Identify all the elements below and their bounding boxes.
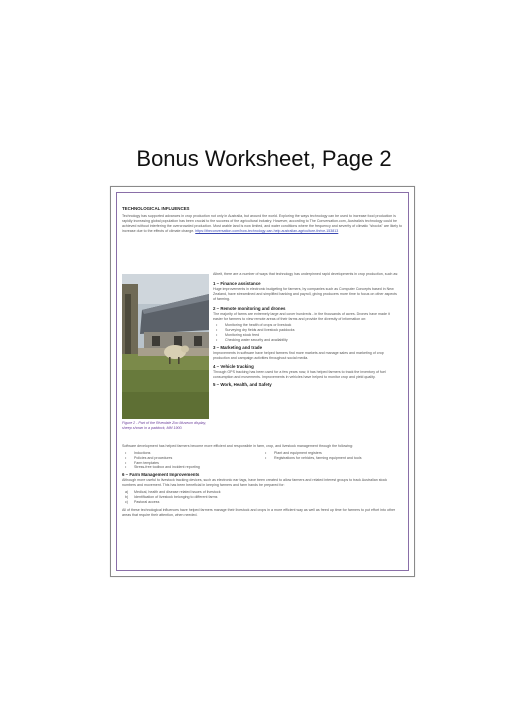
list-marker: a) [125, 489, 129, 494]
section-heading: TECHNOLOGICAL INFLUENCES [122, 206, 190, 211]
section-5-title: 5 – Work, Health, and Safety [213, 382, 272, 388]
list-item: • Monitoring stock feed [213, 333, 399, 338]
section-6-text: Although more useful to livestock tracking devices, such as electronic ear tags, have been created to allow farmers and related interest groups to track Australian stock numbers and movement. This has been beneficial in keeping farmers and farm hands be prepared for: [122, 478, 388, 487]
intro-paragraph [122, 214, 402, 234]
intro-section [122, 206, 402, 236]
list-item: • Inductions [122, 451, 262, 456]
closing-paragraph: All of these technological influences have helped farmers manage their livestock and crops in a more efficient way as well as freed up time for farmers to put effort into other areas that require their attention, when needed. [122, 508, 396, 518]
figure-caption: Figure 2 - Part of the Riverdale Zoo Museum display, sheep shown in a paddock, MM 1900. [122, 421, 207, 430]
sheep-photo [122, 274, 209, 419]
list-item: • Surveying dry fields and livestock paddocks [213, 328, 399, 333]
list-item: • Stress-free toolbox and incident reporting [122, 465, 262, 470]
list-item: • Registrations for vehicles, farming equipment and tools [262, 456, 402, 461]
section-6-title: 6 – Farm Management Improvements [122, 472, 200, 478]
section-3-title: 3 – Marketing and trade [213, 344, 263, 350]
list-item: • Plant and equipment registers [262, 451, 402, 456]
section-1-title: 1 – Finance assistance [213, 280, 261, 286]
section-5-text: Software development has helped farmers become more efficient and responsible in farm, crop, and livestock management through the following: [122, 444, 354, 448]
page-border [116, 192, 409, 571]
bottom-section [122, 444, 402, 520]
section-2-title: 2 – Remote monitoring and drones [213, 305, 286, 311]
section-3-text: Improvements in software have helped farmers find more markets and manage sales and marketing of crop production and campaign activities throughout social media. [213, 350, 384, 360]
section-5-right-list [262, 451, 402, 470]
intro-text: Technology has supported advances in crop production not only in Australia, but around the world. Exploring the ways technology can be used to increase food production is rapidly increasing global population has been crucial to the success of the agricultural industry. However, according to The Conversation.com, Australia's technology could be achieved without interfering the overcrowded production. Most arable land is now limited, and water conditions where the frequency and severity of climatic "shocks" are likely to increase due to the effects of climate change. [122, 214, 403, 233]
list-item-text: Pastoral access [134, 499, 160, 504]
list-item: • Monitoring the health of crops or livestock [213, 323, 399, 328]
right-column [213, 272, 399, 388]
list-item-text: Medical, health and disease related issues of livestock [134, 489, 221, 494]
section-2-list [213, 323, 399, 342]
section-4-text: Through GPS tracking has been used for a few years now, it has helped farmers to track the inventory of fuel consumption and movements. Improvements in vehicles have helped to monitor crop and yield quality. [213, 370, 386, 380]
list-item: • Policies and procedures [122, 456, 262, 461]
section-6-list [122, 490, 402, 504]
list-marker: c) [125, 499, 128, 504]
list-marker: b) [125, 494, 129, 499]
source-link[interactable]: https://theconversation.com/how-technology-can-help-australian-agriculture-thrive-153813 [195, 228, 339, 233]
section-1-text: Huge improvements in electronic budgeting for farmers, by companies such as Computer Concepts based in New Zealand, have streamlined and simplified banking and payroll, giving producers more time to focus on other aspects of farming. [213, 286, 397, 301]
worksheet-page [110, 186, 415, 577]
section-5-columns [122, 451, 402, 470]
slide-title: Bonus Worksheet, Page 2 [136, 146, 392, 171]
lead-paragraph: Albeit, there are a number of ways that technology has underpinned rapid developments in crop production, such as: [213, 272, 399, 276]
list-item [122, 500, 402, 505]
section-2-text: The majority of farms are extremely large and cover hundreds - in the thousands of acres. Drones have made it easier for farmers to view remote areas of their farms and provide the diversity of information on: [213, 311, 390, 321]
section-4-title: 4 – Vehicle tracking [213, 364, 254, 370]
section-5-left-list [122, 451, 262, 470]
list-item: • Checking water security and availability [213, 338, 399, 343]
list-item-text: Identification of livestock belonging to different farms [134, 494, 218, 499]
list-item: • Farm templates [122, 461, 262, 466]
